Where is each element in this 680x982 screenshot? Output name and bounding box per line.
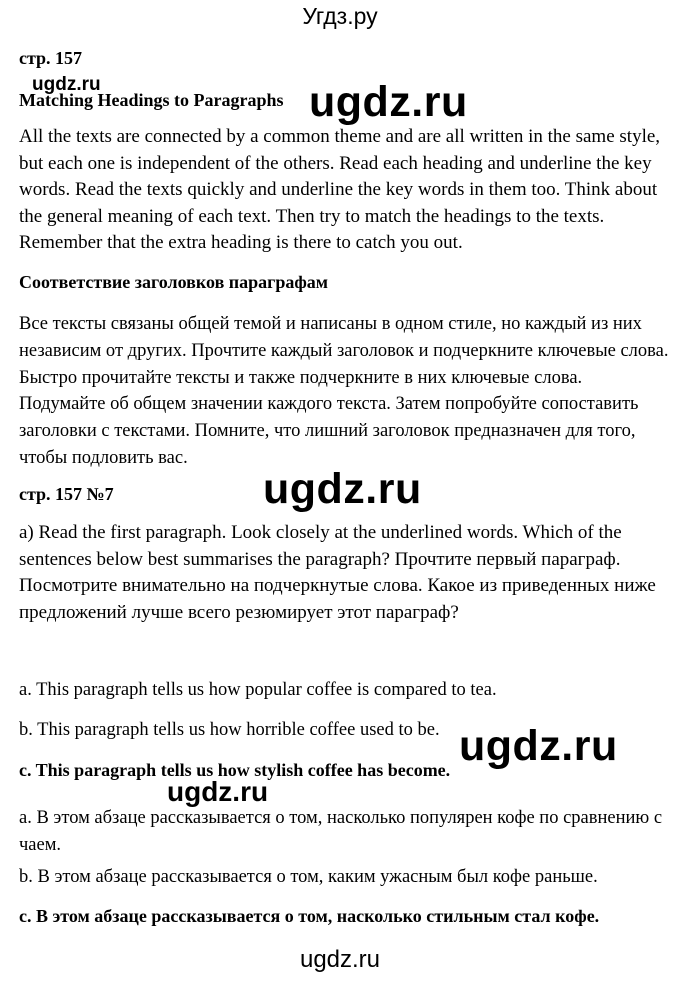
watermark-small-1: ugdz.ru — [32, 74, 101, 95]
option-ru-c: c. В этом абзаце рассказывается о том, насколько стильным стал кофе. — [19, 906, 600, 926]
heading-ru: Соответствие заголовков параграфам — [19, 272, 329, 292]
option-en-c: c. This paragraph tells us how stylish coffee has become. — [19, 760, 451, 780]
page-ref-1: стр. 157 — [19, 48, 83, 68]
watermark-big-3: ugdz.ru — [459, 722, 618, 770]
footer-site-link[interactable]: ugdz.ru — [299, 946, 381, 973]
site-title[interactable]: Угдз.ру — [302, 3, 378, 29]
option-en-b: b. This paragraph tells us how horrible coffee used to be. — [19, 720, 440, 740]
text-ru: Все тексты связаны общей темой и написаны в одном стиле, но каждый из них независим от других. Прочтите каждый заголовок и подчеркните ключевые слова. Быстро прочитайте тексты и также подчеркните в них ключевые слова. Подумайте об общем значении каждого текста. Затем попробуйте сопоставить заголовки с текстами. Помните, что лишний заголовок предназначен для того, чтобы подловить вас. — [19, 314, 669, 468]
task-text: a) Read the first paragraph. Look closely at the underlined words. Which of the sentences below best summarises the paragraph? Прочтите первый параграф. Посмотрите внимательно на подчеркнутые слова. Какое из приведенных ниже предложений лучше всего резюмирует этот параграф? — [19, 522, 656, 623]
watermark-big-2: ugdz.ru — [263, 465, 422, 513]
page-ref-2: стр. 157 №7 — [19, 484, 114, 504]
heading-en: Matching Headings to Paragraphs — [19, 90, 284, 110]
option-ru-a: a. В этом абзаце рассказывается о том, насколько популярен кофе по сравнению с чаем. — [19, 808, 663, 855]
text-en: All the texts are connected by a common theme and are all written in the same style, but each one is independent of the others. Read each heading and underline the key words. Read the texts quickly and underline the key words in them too. Think about the general meaning of each text. Then try to match the headings to the texts. Remember that the extra heading is there to catch you out. — [19, 126, 661, 253]
option-en-a: a. This paragraph tells us how popular coffee is compared to tea. — [19, 680, 497, 700]
option-ru-b: b. В этом абзаце рассказывается о том, каким ужасным был кофе раньше. — [19, 867, 598, 887]
watermark-big-1: ugdz.ru — [309, 78, 468, 126]
watermark-mid: ugdz.ru — [167, 776, 269, 807]
